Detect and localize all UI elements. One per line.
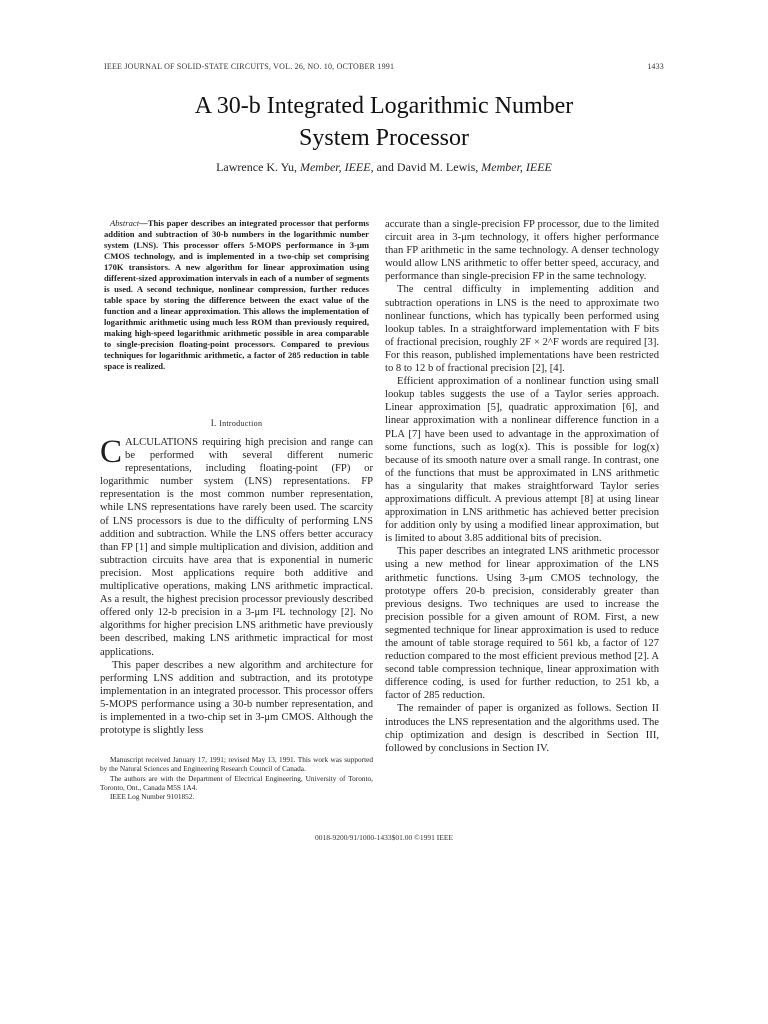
author-2: David M. Lewis, (396, 160, 479, 174)
right-paragraph-3: Efficient approximation of a nonlinear function using small lookup tables suggests the use of a Taylor series approach. Linear approximation [5], quadratic approximation [6], and linear approximation with a nonlinear difference function in a PLA [7] have been used to advantage in the approximation of some functions, such as log(x). This is possible for log(x) because of its smooth nature over a small range. In contrast, one of the functions that must be approximated in LNS arithmetic has a singularity that makes straightforward Taylor series approximations difficult. A previous attempt [8] at using linear approximation in LNS arithmetic has achieved better precision for addition only by using a modified linear approximation, but is limited to about 3.85 additional bits of precision. (385, 376, 659, 545)
journal-name: IEEE JOURNAL OF SOLID-STATE CIRCUITS, VOL. 26, NO. 10, OCTOBER 1991 (104, 62, 395, 71)
author-line (100, 160, 668, 175)
section-number: I. (210, 418, 217, 428)
page-number: 1433 (647, 62, 664, 71)
author-conjunction: and (376, 160, 394, 174)
paper-title (100, 90, 668, 154)
abstract-text: —This paper describes an integrated processor that performs addition and subtraction of 30-b numbers in the logarithmic number system (LNS). This processor offers 5-MOPS performance in 3-μm CMOS technology, and is implemented in a two-chip set comprising 170K transistors. A new algorithm for linear approximation using different-sized approximation intervals in each of a number of segments is used. A second technique, nonlinear compression, further reduces table space by storing the difference between the exact value of the function and a linear approximation. This allows the implementation of logarithmic arithmetic using much less ROM than previously required, making high-speed logarithmic arithmetic possible in area comparable to single-precision floating-point processors. Compared to previous techniques for logarithmic arithmetic, a factor of 285 reduction in table space is realized. (104, 218, 369, 371)
right-paragraph-5: The remainder of paper is organized as follows. Section II introduces the LNS representation and the algorithms used. The chip optimization and design is described in Section III, followed by conclusions in Section IV. (385, 703, 659, 754)
footnotes (100, 755, 373, 801)
footnote-affiliation: The authors are with the Department of Electrical Engineering, University of Toronto, Toronto, Ont., Canada M5S 1A4. (100, 773, 373, 793)
footnote-log-number: IEEE Log Number 9101852. (110, 792, 195, 802)
left-column (100, 218, 373, 802)
drop-cap: C (100, 434, 123, 470)
title-line-2: System Processor (299, 125, 469, 151)
right-column (385, 218, 659, 755)
running-header (104, 62, 664, 76)
author-1: Lawrence K. Yu, (216, 160, 297, 174)
right-paragraph-1: accurate than a single-precision FP processor, due to the limited circuit area in 3-μm technology, it offers higher performance than FP arithmetic in the same technology. A denser technology would allow LNS arithmetic to offer better speed, accuracy, and performance than single-precision FP in the same technology. (385, 219, 659, 283)
copyright-footer: 0018-9200/91/1000-1433$01.00 ©1991 IEEE (315, 833, 453, 842)
right-paragraph-4: This paper describes an integrated LNS arithmetic processor using a new method for linear approximation of the LNS arithmetic functions. Using 3-μm CMOS technology, the prototype offers 20-b precision, considerably greater than previous designs. Two techniques are used to increase the precision possible for a given amount of ROM. First, a new segmented technique for linear approximation is used to reduce the amount of table storage required to 561 kb, a factor of 127 reduction compared to the most efficient previous method [2]. A second table compression technique, linear approximation with difference coding, is used for further reduction, to 251 kb, a factor of 285 reduction. (385, 546, 659, 702)
author-1-role: Member, IEEE, (299, 160, 374, 174)
abstract (104, 218, 369, 372)
abstract-lead: Abstract (110, 218, 140, 228)
intro-paragraph-1-text: ALCULATIONS requiring high precision and range can be performed with several different numeric representations, including floating-point (FP) or logarithmic number system (LNS) representations. FP representation is the most common number representation, while LNS representations have rarely been used. The scarcity of LNS processors is due to the difficulty of performing LNS addition and subtraction. While the LNS offers better accuracy than FP [1] and simple multiplication and division, addition and subtraction circuits have area that is exponential in numeric precision. Most applications require both additive and multiplicative operations, making LNS arithmetic impractical. As a result, the highest precision processor previously described offered only 12-b precision in a 3-μm I²L technology [2]. No algorithms for higher precision LNS arithmetic have previously been described, making LNS arithmetic impractical for most applications. (100, 437, 373, 658)
author-2-role: Member, IEEE (481, 160, 552, 174)
intro-paragraph-2: This paper describes a new algorithm and architecture for performing LNS addition and subtraction, and its prototype implementation in an integrated processor. This processor offers 5-MOPS performance using a 30-b number representation, and is implemented in a two-chip set in 3-μm CMOS. Although the prototype is slightly less (100, 659, 373, 737)
title-line-1: A 30-b Integrated Logarithmic Number (194, 93, 574, 119)
intro-paragraph-1 (100, 436, 373, 659)
footnote-manuscript: Manuscript received January 17, 1991; revised May 13, 1991. This work was supported by the Natural Sciences and Engineering Research Council of Canada. (100, 755, 373, 774)
section-heading (100, 418, 373, 428)
section-title: Introduction (219, 419, 263, 428)
right-paragraph-2: The central difficulty in implementing addition and subtraction operations in LNS is the need to approximate two nonlinear functions, which has typically been performed using lookup tables. In a straightforward implementation with F bits of fractional precision, roughly 2F × 2^F words are required [3]. For this reason, published implementations have been restricted to 8 to 12 b of fractional precision [2], [4]. (385, 284, 659, 375)
